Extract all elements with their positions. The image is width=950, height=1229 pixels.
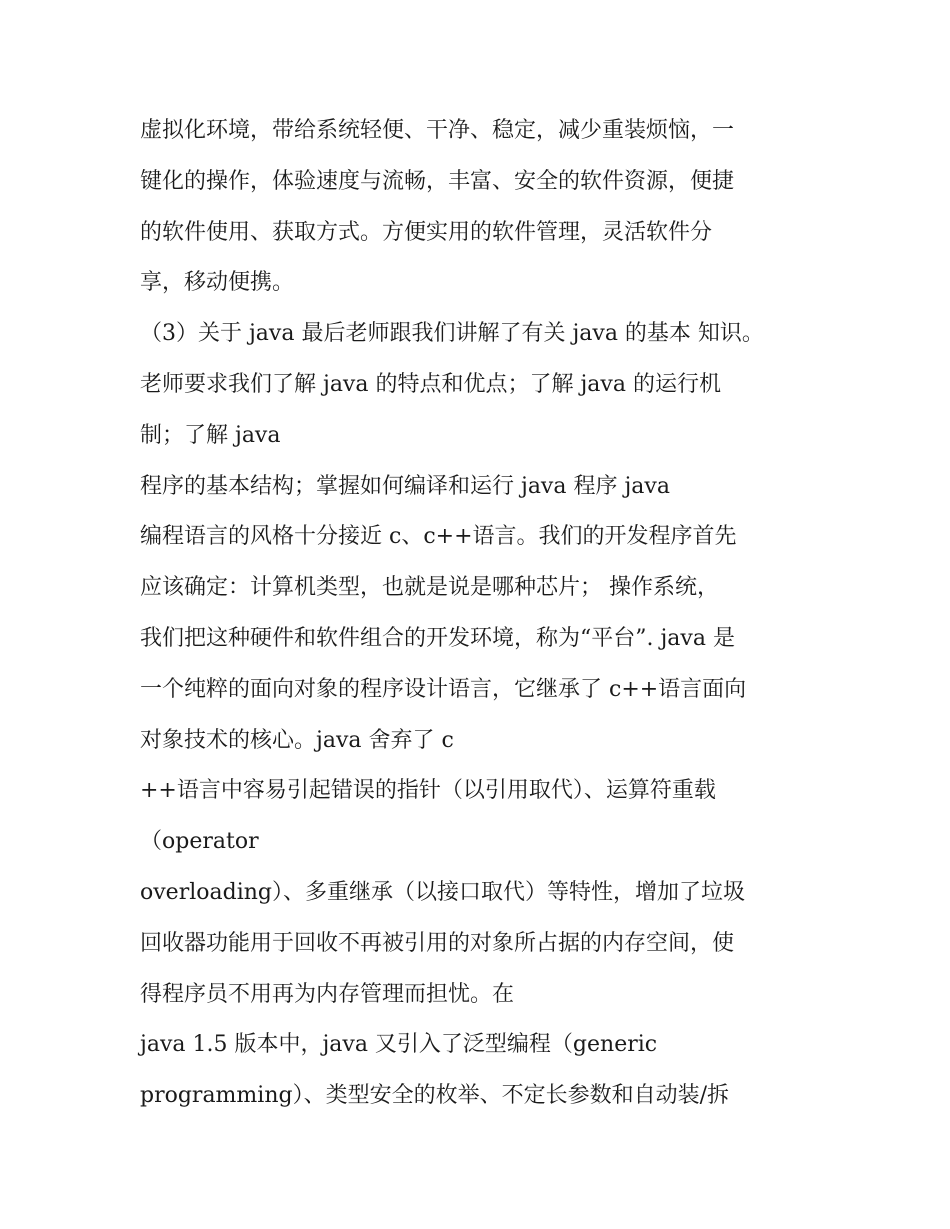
- text-line: 制；了解 java: [140, 422, 281, 448]
- text-line: 虚拟化环境，带给系统轻便、干净、稳定，减少重装烦恼，一: [140, 118, 735, 143]
- body-text: [140, 106, 830, 1122]
- text-line: 对象技术的核心。java 舍弃了 c: [140, 727, 454, 753]
- text-line: 得程序员不用再为内存管理而担忧。在: [140, 981, 515, 1007]
- text-line: 老师要求我们了解 java 的特点和优点；了解 java 的运行机: [140, 371, 721, 397]
- text-line: （operator: [140, 829, 259, 855]
- text-line: 键化的操作，体验速度与流畅，丰富、安全的软件资源，便捷: [140, 168, 735, 194]
- text-line: 享，移动便携。: [140, 270, 295, 296]
- text-line: （3）关于 java 最后老师跟我们讲解了有关 java 的基本 知识。: [140, 321, 764, 347]
- text-line: programming）、类型安全的枚举、不定长参数和自动装/拆: [140, 1083, 729, 1109]
- text-line: 回收器功能用于回收不再被引用的对象所占据的内存空间，使: [140, 930, 735, 956]
- text-line: overloading）、多重继承（以接口取代）等特性，增加了垃圾: [140, 879, 745, 905]
- text-line: 的软件使用、获取方式。方便实用的软件管理，灵活软件分: [140, 219, 713, 245]
- text-line: 编程语言的风格十分接近 c、c++语言。我们的开发程序首先: [140, 524, 737, 550]
- text-line: 一个纯粹的面向对象的程序设计语言，它继承了 c++语言面向: [140, 676, 747, 702]
- text-line: 程序的基本结构；掌握如何编译和运行 java 程序 java: [140, 473, 670, 499]
- text-line: 应该确定：计算机类型，也就是说是哪种芯片； 操作系统，: [140, 575, 719, 601]
- text-line: java 1.5 版本中，java 又引入了泛型编程（generic: [140, 1032, 658, 1058]
- text-line: 我们把这种硬件和软件组合的开发环境，称为“平台”. java 是: [140, 625, 735, 651]
- text-line: ++语言中容易引起错误的指针（以引用取代）、运算符重载: [140, 778, 716, 804]
